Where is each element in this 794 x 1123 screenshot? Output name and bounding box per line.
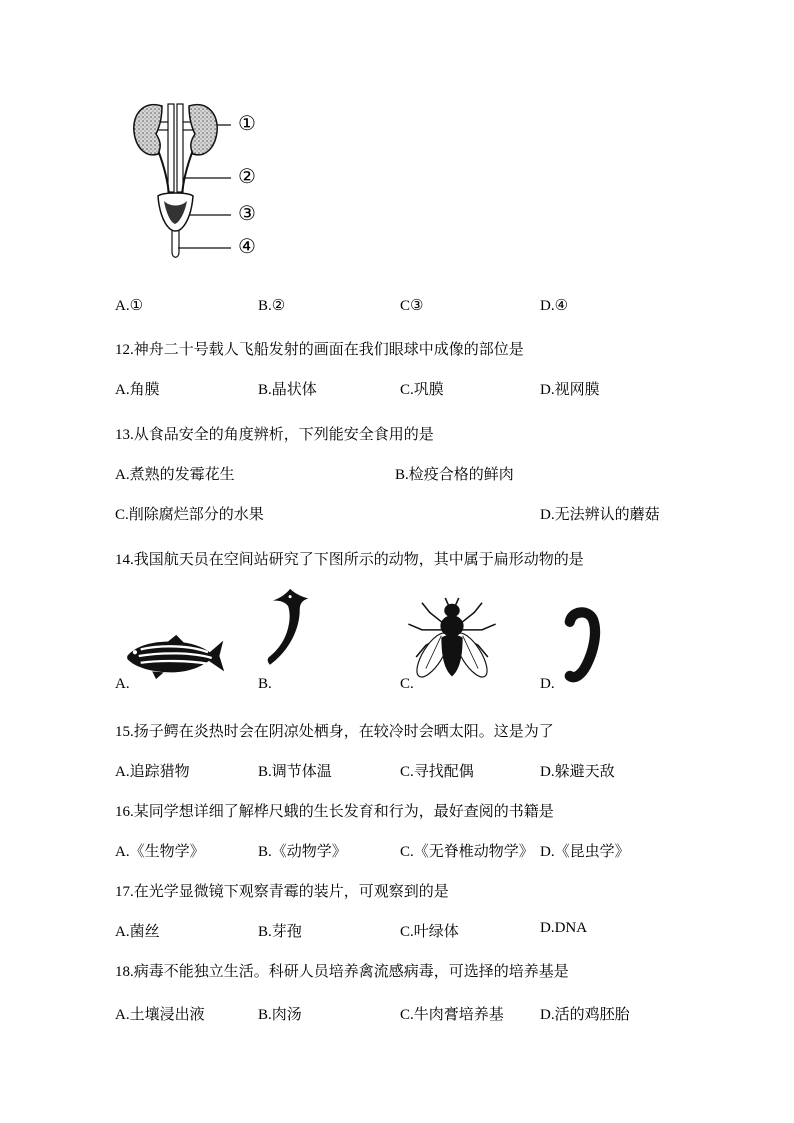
q15-option-c: C.寻找配偶 — [400, 764, 474, 780]
q13-option-c: C.削除腐烂部分的水果 — [115, 507, 264, 523]
q14-label-c: C. — [400, 676, 414, 692]
q15-option-a: A.追踪猎物 — [115, 764, 190, 780]
q18-option-c: C.牛肉膏培养基 — [400, 1007, 504, 1023]
q18-option-d: D.活的鸡胚胎 — [540, 1007, 630, 1023]
planarian-image — [262, 587, 324, 683]
q15-option-b: B.调节体温 — [258, 764, 332, 780]
q14-label-d: D. — [540, 676, 555, 692]
q15-stem: 15.扬子鳄在炎热时会在阴凉处栖身，在较冷时会晒太阳。这是为了 — [115, 724, 554, 740]
q11-option-d: D.④ — [540, 298, 569, 314]
figure-label-2: ② — [238, 166, 256, 188]
q14-stem: 14.我国航天员在空间站研究了下图所示的动物，其中属于扁形动物的是 — [115, 552, 584, 568]
q17-options — [115, 920, 735, 942]
q14-animal-figures — [115, 585, 735, 685]
q18-option-b: B.肉汤 — [258, 1007, 302, 1023]
q13-options-row1 — [115, 463, 735, 485]
q17-option-d: D.DNA — [540, 920, 588, 936]
q11-option-c: C③ — [400, 298, 424, 314]
figure-label-1: ① — [238, 113, 256, 135]
q11-options — [115, 296, 735, 318]
figure-label-3: ③ — [238, 203, 256, 225]
q16-stem: 16.某同学想详细了解桦尺蛾的生长发育和行为，最好查阅的书籍是 — [115, 804, 554, 820]
q17-stem: 17.在光学显微镜下观察青霉的装片，可观察到的是 — [115, 884, 449, 900]
q17-option-b: B.芽孢 — [258, 924, 302, 940]
q18-stem: 18.病毒不能独立生活。科研人员培养禽流感病毒，可选择的培养基是 — [115, 964, 569, 980]
q12-options — [115, 378, 735, 400]
q11-option-a: A.① — [115, 298, 144, 314]
q12-stem: 12.神舟二十号载人飞船发射的画面在我们眼球中成像的部位是 — [115, 342, 524, 358]
q16-option-c: C.《无脊椎动物学》 — [400, 844, 534, 860]
q18-options — [115, 1003, 735, 1025]
q13-option-b: B.检疫合格的鲜肉 — [395, 467, 514, 483]
q14-label-b: B. — [258, 676, 272, 692]
q13-option-d: D.无法辨认的蘑菇 — [540, 507, 660, 523]
q14-label-a: A. — [115, 676, 130, 692]
urinary-system-figure — [118, 100, 288, 275]
q16-option-b: B.《动物学》 — [258, 844, 347, 860]
q12-option-a: A.角膜 — [115, 382, 160, 398]
urinary-system-diagram — [118, 100, 233, 272]
q16-options — [115, 840, 735, 862]
q18-option-a: A.土壤浸出液 — [115, 1007, 205, 1023]
q15-option-d: D.躲避天敌 — [540, 764, 615, 780]
q17-option-a: A.菌丝 — [115, 924, 160, 940]
zebrafish-image — [122, 633, 240, 681]
q16-option-d: D.《昆虫学》 — [540, 844, 630, 860]
housefly-image — [398, 595, 506, 687]
q13-stem: 13.从食品安全的角度辨析，下列能安全食用的是 — [115, 427, 434, 443]
q17-option-c: C.叶绿体 — [400, 924, 459, 940]
q15-options — [115, 760, 735, 782]
q13-options-row2 — [115, 503, 735, 525]
q12-option-c: C.巩膜 — [400, 382, 444, 398]
q16-option-a: A.《生物学》 — [115, 844, 205, 860]
q13-option-a: A.煮熟的发霉花生 — [115, 467, 235, 483]
q11-option-b: B.② — [258, 298, 286, 314]
q12-option-d: D.视网膜 — [540, 382, 600, 398]
figure-label-4: ④ — [238, 236, 256, 258]
q14-labels — [115, 676, 735, 698]
q12-option-b: B.晶状体 — [258, 382, 317, 398]
